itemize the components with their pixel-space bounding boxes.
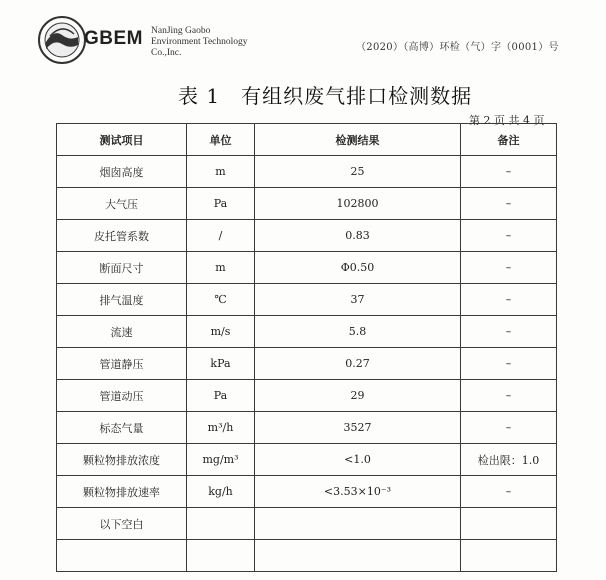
cell-result: 37 — [255, 284, 461, 316]
cell-result: 0.83 — [255, 220, 461, 252]
cell-unit: m³/h — [187, 412, 255, 444]
cell-result: <1.0 — [255, 444, 461, 476]
cell-item: 管道动压 — [57, 380, 187, 412]
header-result: 检测结果 — [255, 124, 461, 156]
table-row — [57, 284, 557, 316]
cell-note: – — [461, 476, 557, 508]
page-info: 第 2 页 共 4 页 — [469, 114, 545, 127]
cell-unit: Pa — [187, 188, 255, 220]
cell-result: 0.27 — [255, 348, 461, 380]
table-row — [57, 316, 557, 348]
cell-result — [255, 508, 461, 540]
table-row — [57, 476, 557, 508]
company-line-2: Environment Technology — [151, 37, 248, 47]
cell-item: 流速 — [57, 316, 187, 348]
company-logo-seal-icon — [37, 15, 87, 65]
table-body — [57, 156, 557, 572]
cell-unit: m — [187, 156, 255, 188]
cell-note: – — [461, 348, 557, 380]
data-table — [56, 123, 557, 572]
cell-item: 颗粒物排放浓度 — [57, 444, 187, 476]
table-title: 表 1 有组织废气排口检测数据 — [178, 84, 473, 108]
cell-note: – — [461, 316, 557, 348]
cell-note — [461, 508, 557, 540]
cell-note: – — [461, 412, 557, 444]
cell-unit — [187, 540, 255, 572]
table-row — [57, 412, 557, 444]
table-row — [57, 156, 557, 188]
cell-note — [461, 540, 557, 572]
cell-result: 102800 — [255, 188, 461, 220]
cell-result: <3.53×10⁻³ — [255, 476, 461, 508]
cell-item: 管道静压 — [57, 348, 187, 380]
company-name — [151, 26, 248, 59]
cell-item: 皮托管系数 — [57, 220, 187, 252]
table-header-row — [57, 124, 557, 156]
cell-item: 断面尺寸 — [57, 252, 187, 284]
table-row — [57, 540, 557, 572]
cell-unit: kg/h — [187, 476, 255, 508]
cell-result: 29 — [255, 380, 461, 412]
cell-item: 大气压 — [57, 188, 187, 220]
cell-note: – — [461, 188, 557, 220]
cell-result: Φ0.50 — [255, 252, 461, 284]
cell-unit: kPa — [187, 348, 255, 380]
cell-item: 烟囱高度 — [57, 156, 187, 188]
table-row — [57, 188, 557, 220]
table-row — [57, 508, 557, 540]
cell-unit: / — [187, 220, 255, 252]
cell-result: 3527 — [255, 412, 461, 444]
company-line-3: Co.,Inc. — [151, 48, 182, 58]
cell-note: – — [461, 284, 557, 316]
table-row — [57, 252, 557, 284]
header-unit: 单位 — [187, 124, 255, 156]
cell-note: – — [461, 220, 557, 252]
cell-item: 标态气量 — [57, 412, 187, 444]
cell-item: 排气温度 — [57, 284, 187, 316]
cell-note: – — [461, 380, 557, 412]
cell-item: 以下空白 — [57, 508, 187, 540]
cell-result: 5.8 — [255, 316, 461, 348]
header-note: 备注 — [461, 124, 557, 156]
document-number: （2020）（高博）环检（气）字（0001）号 — [356, 42, 559, 53]
table-row — [57, 348, 557, 380]
cell-result — [255, 540, 461, 572]
cell-unit: m — [187, 252, 255, 284]
cell-unit: Pa — [187, 380, 255, 412]
header-item: 测试项目 — [57, 124, 187, 156]
table-row — [57, 380, 557, 412]
cell-result: 25 — [255, 156, 461, 188]
table-row — [57, 220, 557, 252]
cell-unit — [187, 508, 255, 540]
cell-note: – — [461, 252, 557, 284]
cell-item — [57, 540, 187, 572]
company-line-1: NanJing Gaobo — [151, 26, 211, 36]
cell-unit: mg/m³ — [187, 444, 255, 476]
cell-unit: m/s — [187, 316, 255, 348]
brand-name: GBEM — [84, 28, 143, 49]
cell-note: 检出限：1.0 — [461, 444, 557, 476]
table-row — [57, 444, 557, 476]
cell-item: 颗粒物排放速率 — [57, 476, 187, 508]
cell-unit: ℃ — [187, 284, 255, 316]
cell-note: – — [461, 156, 557, 188]
